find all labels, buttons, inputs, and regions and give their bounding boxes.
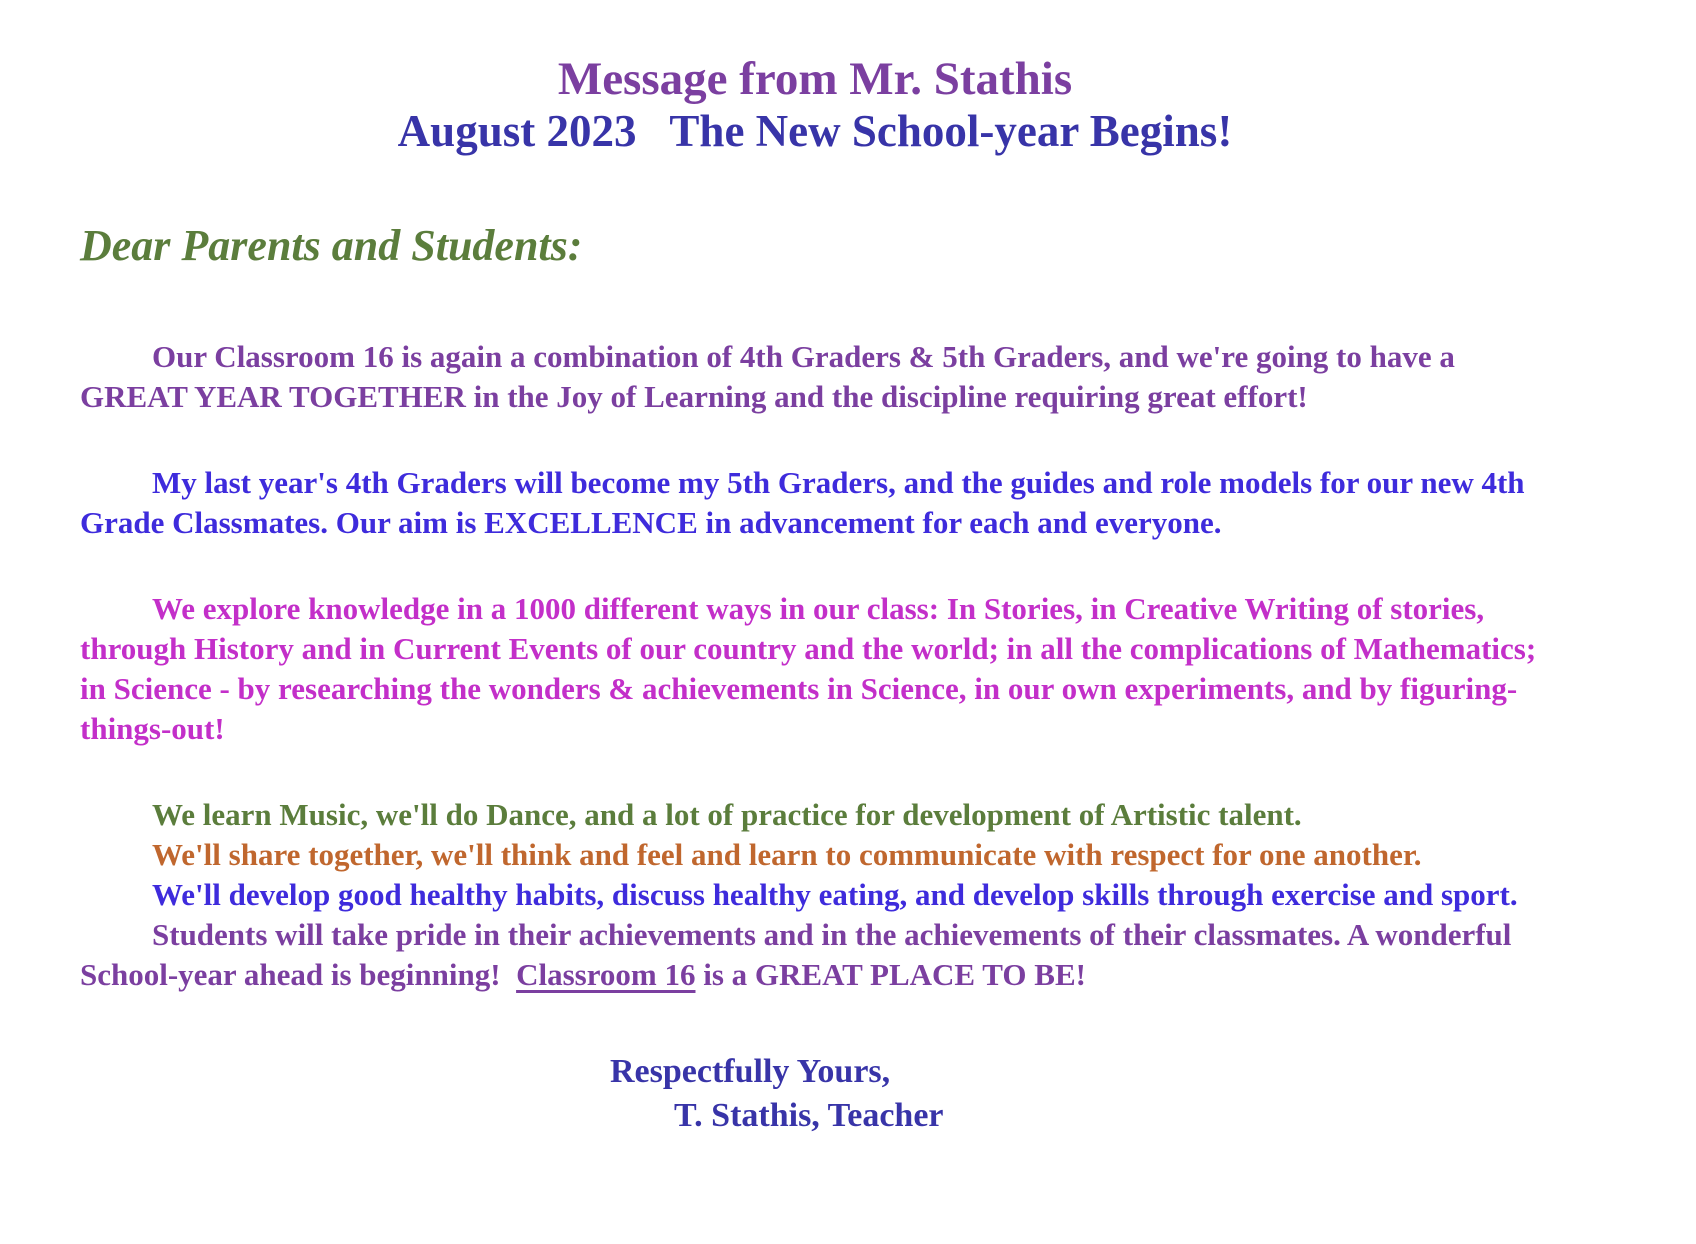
line-share-together: We'll share together, we'll think and feel and learn to communicate with respect for one another. <box>152 836 1422 872</box>
line-music-dance: We learn Music, we'll do Dance, and a lot of practice for development of Artistic talent. <box>152 796 1302 832</box>
salutation: Dear Parents and Students: <box>80 220 583 270</box>
paragraph-graders: My last year's 4th Graders will become my 5th Graders, and the guides and role models for our new 4th Grade Classmates. Our aim is EXCELLENCE in advancement for each and everyone. <box>80 464 1533 540</box>
signature-teacher-name: T. Stathis, Teacher <box>674 1096 944 1134</box>
paragraph-classroom-intro: Our Classroom 16 is again a combination of 4th Graders & 5th Graders, and we're going to have a GREAT YEAR TOGETHER in the Joy of Learning and the discipline requiring great effort! <box>80 338 1463 414</box>
closing-classroom-16-underlined: Classroom 16 <box>516 956 696 992</box>
signature-respectfully: Respectfully Yours, <box>610 1052 891 1090</box>
closing-text-post: is a GREAT PLACE TO BE! <box>695 956 1086 992</box>
signature-block <box>610 1050 1550 1138</box>
page-title: Message from Mr. Stathis <box>557 53 1073 105</box>
closing-text-pre: Students will take pride in their achievements and in the achievements of their classmates. A wonderful School-year ahead is beginning! <box>80 916 1520 992</box>
paragraph-closing <box>80 915 1550 995</box>
page-subtitle: August 2023 The New School-year Begins! <box>397 106 1233 157</box>
line-healthy-habits: We'll develop good healthy habits, discuss healthy eating, and develop skills through exercise and sport. <box>152 876 1518 912</box>
paragraph-explore-knowledge: We explore knowledge in a 1000 different ways in our class: In Stories, in Creative Writing of stories, through History and in Current Events of our country and the world; in all the complications of Mathematics; in Science - by researching the wonders & achievements in Science, in our own experiments, and by figuring-things-out! <box>80 590 1544 746</box>
